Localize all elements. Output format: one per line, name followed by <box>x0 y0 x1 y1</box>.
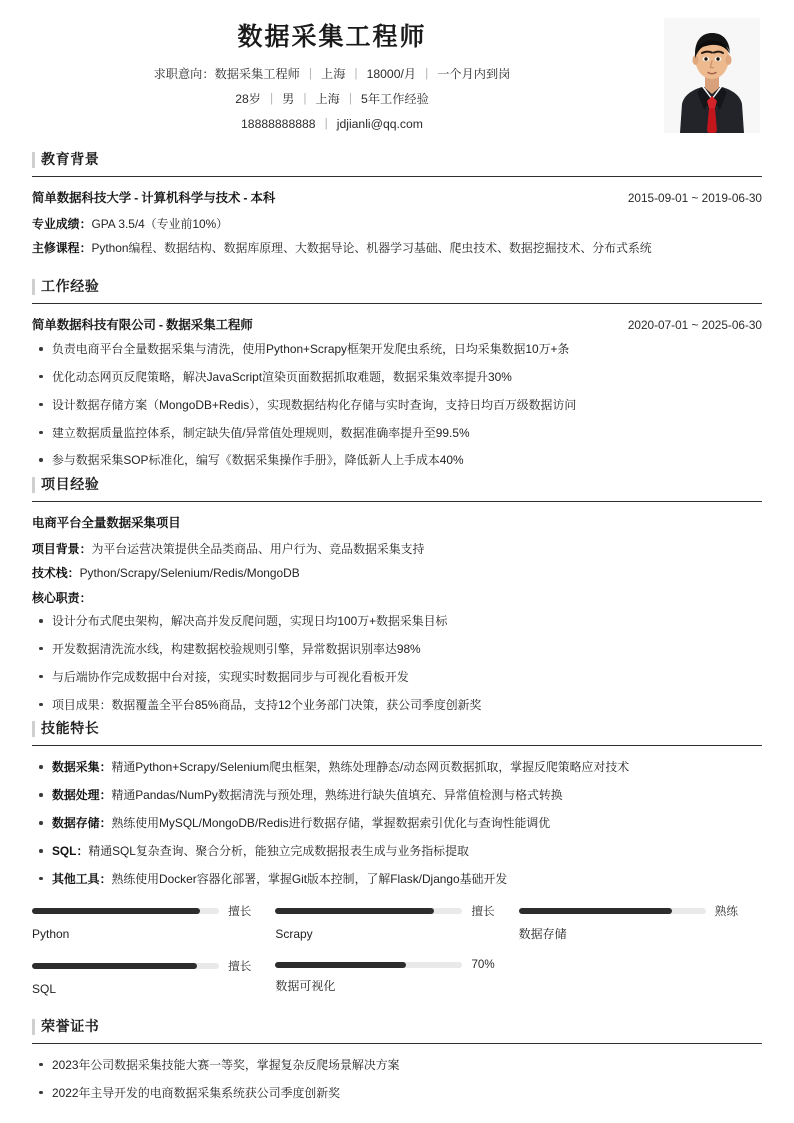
skill-item-text: 精通Python+Scrapy/Selenium爬虫框架，熟练处理静态/动态网页数据抓取，掌握反爬策略应对技术 <box>111 760 630 775</box>
vertical-separator-icon: | <box>425 66 429 81</box>
header-info-line-1 <box>32 66 632 84</box>
header-info-line-3 <box>32 116 632 134</box>
education-courses-value: Python编程、数据结构、数据库原理、大数据导论、机器学习基础、爬虫技术、数据挖掘技术、分布式系统 <box>91 241 652 256</box>
education-school: 简单数据科技大学 <box>32 191 132 206</box>
education-gpa-label: 专业成绩： <box>32 216 92 231</box>
list-item: 设计数据存储方案（MongoDB+Redis），实现数据结构化存储与实时查询，支持日均百万级数据访问 <box>32 397 762 415</box>
skill-item-text: 精通SQL复杂查询、聚合分析，能独立完成数据报表生成与业务指标提取 <box>88 843 469 858</box>
work-bullet-list <box>32 341 762 470</box>
education-entry-title <box>32 190 275 207</box>
section-title-honors: 荣誉证书 <box>41 1017 100 1034</box>
skill-bar-level: 擅长 <box>471 904 495 918</box>
skill-bar-fill <box>32 908 200 914</box>
skill-bar-name: 数据存储 <box>518 926 567 941</box>
header-info-item: 18888888888 <box>241 116 316 131</box>
header-info-item: 28岁 <box>235 91 261 106</box>
section-title-project: 项目经验 <box>41 476 100 493</box>
section-header-work <box>32 278 762 304</box>
project-background-row <box>32 540 762 558</box>
list-item <box>32 871 762 889</box>
list-item: 2022年主导开发的电商数据采集系统获公司季度创新奖 <box>32 1085 762 1103</box>
skill-item-label: SQL： <box>52 843 89 858</box>
avatar <box>664 18 760 133</box>
project-bullet-list <box>32 613 762 714</box>
project-stack-row <box>32 564 762 582</box>
skill-bar-level: 擅长 <box>228 904 252 918</box>
skill-bar-track <box>32 908 219 914</box>
skill-bar-name: 数据可视化 <box>275 979 336 994</box>
vertical-separator-icon: | <box>348 90 353 105</box>
skill-bar-track <box>275 908 462 914</box>
work-entry-title <box>32 317 253 334</box>
education-courses-row <box>32 239 762 257</box>
list-item: 开发数据清洗流水线，构建数据校验规则引擎，异常数据识别率达98% <box>32 641 762 659</box>
list-item: 参与数据采集SOP标准化，编写《数据采集操作手册》，降低新人上手成本40% <box>32 452 762 470</box>
section-title-work: 工作经验 <box>41 277 100 294</box>
vertical-separator-icon: | <box>354 66 358 81</box>
skill-bar-row <box>32 903 251 919</box>
education-gpa-value: GPA 3.5/4（专业前10%） <box>91 216 229 231</box>
skill-bar-cell <box>32 958 275 998</box>
list-item <box>32 759 762 777</box>
list-item: 与后端协作完成数据中台对接，实现实时数据同步与可视化看板开发 <box>32 669 762 687</box>
skill-bar-name: SQL <box>32 982 57 997</box>
section-education <box>32 151 762 257</box>
vertical-separator-icon: | <box>303 90 307 105</box>
skill-bar-row <box>32 958 251 974</box>
skill-bar-name: Python <box>32 926 70 941</box>
skill-item-text: 熟练使用Docker容器化部署，掌握Git版本控制，了解Flask/Django基础开发 <box>111 871 508 886</box>
project-background-value: 为平台运营决策提供全品类商品、用户行为、竞品数据采集支持 <box>91 541 425 556</box>
section-accent-bar-icon <box>32 477 35 493</box>
skill-bar-row <box>275 903 494 919</box>
section-accent-bar-icon <box>32 152 35 168</box>
skill-bar-name: Scrapy <box>275 926 313 941</box>
section-honors <box>32 1018 762 1103</box>
skill-bar-grid <box>32 903 762 1014</box>
section-header-education <box>32 151 762 177</box>
vertical-separator-icon: | <box>269 90 274 105</box>
list-item: 2023年公司数据采集技能大赛一等奖，掌握复杂反爬场景解决方案 <box>32 1057 762 1075</box>
skill-item-label: 数据采集： <box>52 760 112 775</box>
resume-header <box>32 0 762 147</box>
section-work <box>32 278 762 471</box>
project-duties-row <box>32 589 762 607</box>
header-info-item: 一个月内到岗 <box>437 67 511 82</box>
skill-item-text: 精通Pandas/NumPy数据清洗与预处理，熟练进行缺失值填充、异常值检测与格式转换 <box>111 788 563 803</box>
skill-bar-level: 擅长 <box>228 960 252 974</box>
work-date: 2020-07-01 ~ 2025-06-30 <box>627 317 762 332</box>
separator-dash: - <box>158 317 164 332</box>
education-entry <box>32 190 762 257</box>
header-info-item: 上海 <box>321 67 346 82</box>
vertical-separator-icon: | <box>324 115 328 130</box>
section-header-skills <box>32 720 762 746</box>
list-item <box>32 815 762 833</box>
section-header-project <box>32 476 762 502</box>
section-accent-bar-icon <box>32 279 35 295</box>
project-name: 电商平台全量数据采集项目 <box>32 516 181 531</box>
list-item: 优化动态网页反爬策略，解决JavaScript渲染页面数据抓取难题，数据采集效率提升30% <box>32 369 762 387</box>
section-header-honors <box>32 1018 762 1044</box>
project-stack-value: Python/Scrapy/Selenium/Redis/MongoDB <box>79 566 300 581</box>
list-item: 负责电商平台全量数据采集与清洗，使用Python+Scrapy框架开发爬虫系统，日均采集数据10万+条 <box>32 341 762 359</box>
work-entry-header <box>32 317 762 334</box>
education-entry-header <box>32 190 762 207</box>
spacer <box>32 264 762 274</box>
list-item: 设计分布式爬虫架构，解决高并发反爬问题，实现日均100万+数据采集目标 <box>32 613 762 631</box>
skill-bar-track <box>32 963 219 969</box>
skill-bar-fill <box>519 908 672 914</box>
page-title: 数据采集工程师 <box>237 23 427 51</box>
education-courses-label: 主修课程： <box>32 241 92 256</box>
skill-item-label: 数据存储： <box>52 816 112 831</box>
work-entry <box>32 317 762 471</box>
skill-bar-fill <box>32 963 197 969</box>
skill-bar-cell <box>519 903 762 943</box>
skill-bar-track <box>519 908 706 914</box>
skill-bar-cell <box>32 903 275 943</box>
header-info-item: 数据采集工程师 <box>214 67 300 82</box>
project-duties-label: 核心职责： <box>32 590 92 605</box>
section-accent-bar-icon <box>32 721 35 737</box>
work-position: 数据采集工程师 <box>166 317 253 332</box>
list-item <box>32 787 762 805</box>
work-company: 简单数据科技有限公司 <box>32 317 156 332</box>
list-item: 建立数据质量监控体系，制定缺失值/异常值处理规则，数据准确率提升至99.5% <box>32 425 762 443</box>
skills-bullet-list <box>32 759 762 888</box>
skill-bar-row <box>519 903 738 919</box>
section-title-education: 教育背景 <box>41 151 100 168</box>
honors-bullet-list <box>32 1057 762 1103</box>
vertical-separator-icon: | <box>308 66 313 81</box>
section-title-skills: 技能特长 <box>41 720 100 737</box>
skill-bar-level: 70% <box>471 958 495 972</box>
skill-item-label: 其他工具： <box>52 871 112 886</box>
header-info-line-2 <box>32 91 632 109</box>
section-skills <box>32 720 762 1013</box>
project-stack-label: 技术栈： <box>32 566 80 581</box>
resume-sheet <box>8 0 786 1123</box>
skill-bar-cell <box>275 958 518 998</box>
education-gpa-row <box>32 215 762 233</box>
education-major: 计算机科学与技术 <box>141 191 241 206</box>
header-info-item: jdjianli@qq.com <box>336 116 423 131</box>
portrait-illustration-icon <box>664 18 760 133</box>
skill-item-label: 数据处理： <box>52 788 112 803</box>
skill-bar-cell <box>275 903 518 943</box>
education-date: 2015-09-01 ~ 2019-06-30 <box>627 191 762 206</box>
header-info-item: 5年工作经验 <box>361 91 429 106</box>
section-project <box>32 476 762 714</box>
list-item: 项目成果：数据覆盖全平台85%商品，支持12个业务部门决策，获公司季度创新奖 <box>32 697 762 715</box>
education-degree: 本科 <box>250 191 276 206</box>
skill-bar-fill <box>275 908 434 914</box>
skill-bar-fill <box>275 962 406 968</box>
header-text-block <box>32 22 762 133</box>
section-accent-bar-icon <box>32 1019 35 1035</box>
header-info-item: 男 <box>282 91 295 106</box>
header-info-item: 上海 <box>315 91 340 106</box>
separator-dash: - <box>134 191 139 206</box>
separator-dash: - <box>243 191 248 206</box>
skill-bar-level: 熟练 <box>714 904 738 918</box>
skill-bar-row <box>275 958 494 971</box>
header-info-prefix: 求职意向： <box>153 67 215 82</box>
project-background-label: 项目背景： <box>32 541 92 556</box>
list-item <box>32 843 762 861</box>
skill-bar-track <box>275 962 462 968</box>
project-entry <box>32 515 762 714</box>
skill-item-text: 熟练使用MySQL/MongoDB/Redis进行数据存储，掌握数据索引优化与查询性能调优 <box>111 816 551 831</box>
header-info-item: 18000/月 <box>366 67 417 82</box>
